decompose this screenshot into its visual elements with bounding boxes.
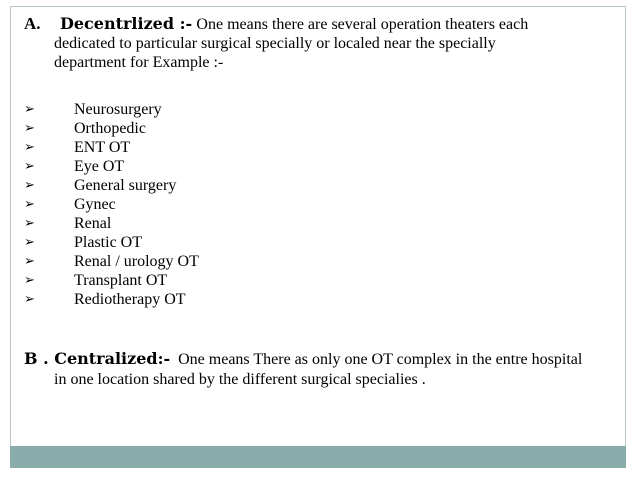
list-item <box>24 195 424 214</box>
list-item <box>24 252 424 271</box>
list-item-label: Plastic OT <box>74 234 142 251</box>
arrow-bullet-icon: ➢ <box>24 159 35 174</box>
list-item-label: Orthopedic <box>74 120 146 137</box>
list-item-label: Neurosurgery <box>74 101 162 118</box>
section-decentralized <box>24 14 614 72</box>
section-b-line-2: in one location shared by the different surgical specialies . <box>54 371 426 388</box>
list-item-label: Eye OT <box>74 158 125 175</box>
list-item-label: Renal / urology OT <box>74 253 199 270</box>
list-item-label: General surgery <box>74 177 177 194</box>
section-b-lead: One means There as only one OT complex in the entre hospital <box>178 351 583 368</box>
arrow-bullet-icon: ➢ <box>24 254 35 269</box>
list-item <box>24 290 424 309</box>
list-item <box>24 119 424 138</box>
list-item <box>24 100 424 119</box>
arrow-bullet-icon: ➢ <box>24 178 35 193</box>
list-item <box>24 214 424 233</box>
section-a-lead: One means there are several operation theaters each <box>196 16 529 33</box>
arrow-bullet-icon: ➢ <box>24 197 35 212</box>
list-item <box>24 233 424 252</box>
arrow-bullet-icon: ➢ <box>24 216 35 231</box>
arrow-bullet-icon: ➢ <box>24 273 35 288</box>
ot-type-list <box>24 100 424 309</box>
section-b-first-line <box>24 349 624 370</box>
list-item-label: Rediotherapy OT <box>74 291 186 308</box>
arrow-bullet-icon: ➢ <box>24 140 35 155</box>
list-item <box>24 176 424 195</box>
list-item-label: Gynec <box>74 196 116 213</box>
section-centralized <box>24 349 624 390</box>
list-item <box>24 157 424 176</box>
section-a-first-line <box>24 14 614 34</box>
section-a-marker: A. <box>24 14 41 33</box>
list-item <box>24 138 424 157</box>
footer-bar <box>10 446 626 468</box>
list-item-label: ENT OT <box>74 139 131 156</box>
list-item-label: Renal <box>74 215 112 232</box>
list-item-label: Transplant OT <box>74 272 168 289</box>
section-a-line-3: department for Example :- <box>54 54 224 71</box>
arrow-bullet-icon: ➢ <box>24 292 35 307</box>
arrow-bullet-icon: ➢ <box>24 121 35 136</box>
list-item <box>24 271 424 290</box>
section-a-line-2: dedicated to particular surgical specially or localed near the specially <box>54 35 496 52</box>
section-a-heading: Decentrlized :- <box>60 14 193 33</box>
arrow-bullet-icon: ➢ <box>24 235 35 250</box>
section-b-heading: B . Centralized:- <box>24 349 171 368</box>
arrow-bullet-icon: ➢ <box>24 102 35 117</box>
